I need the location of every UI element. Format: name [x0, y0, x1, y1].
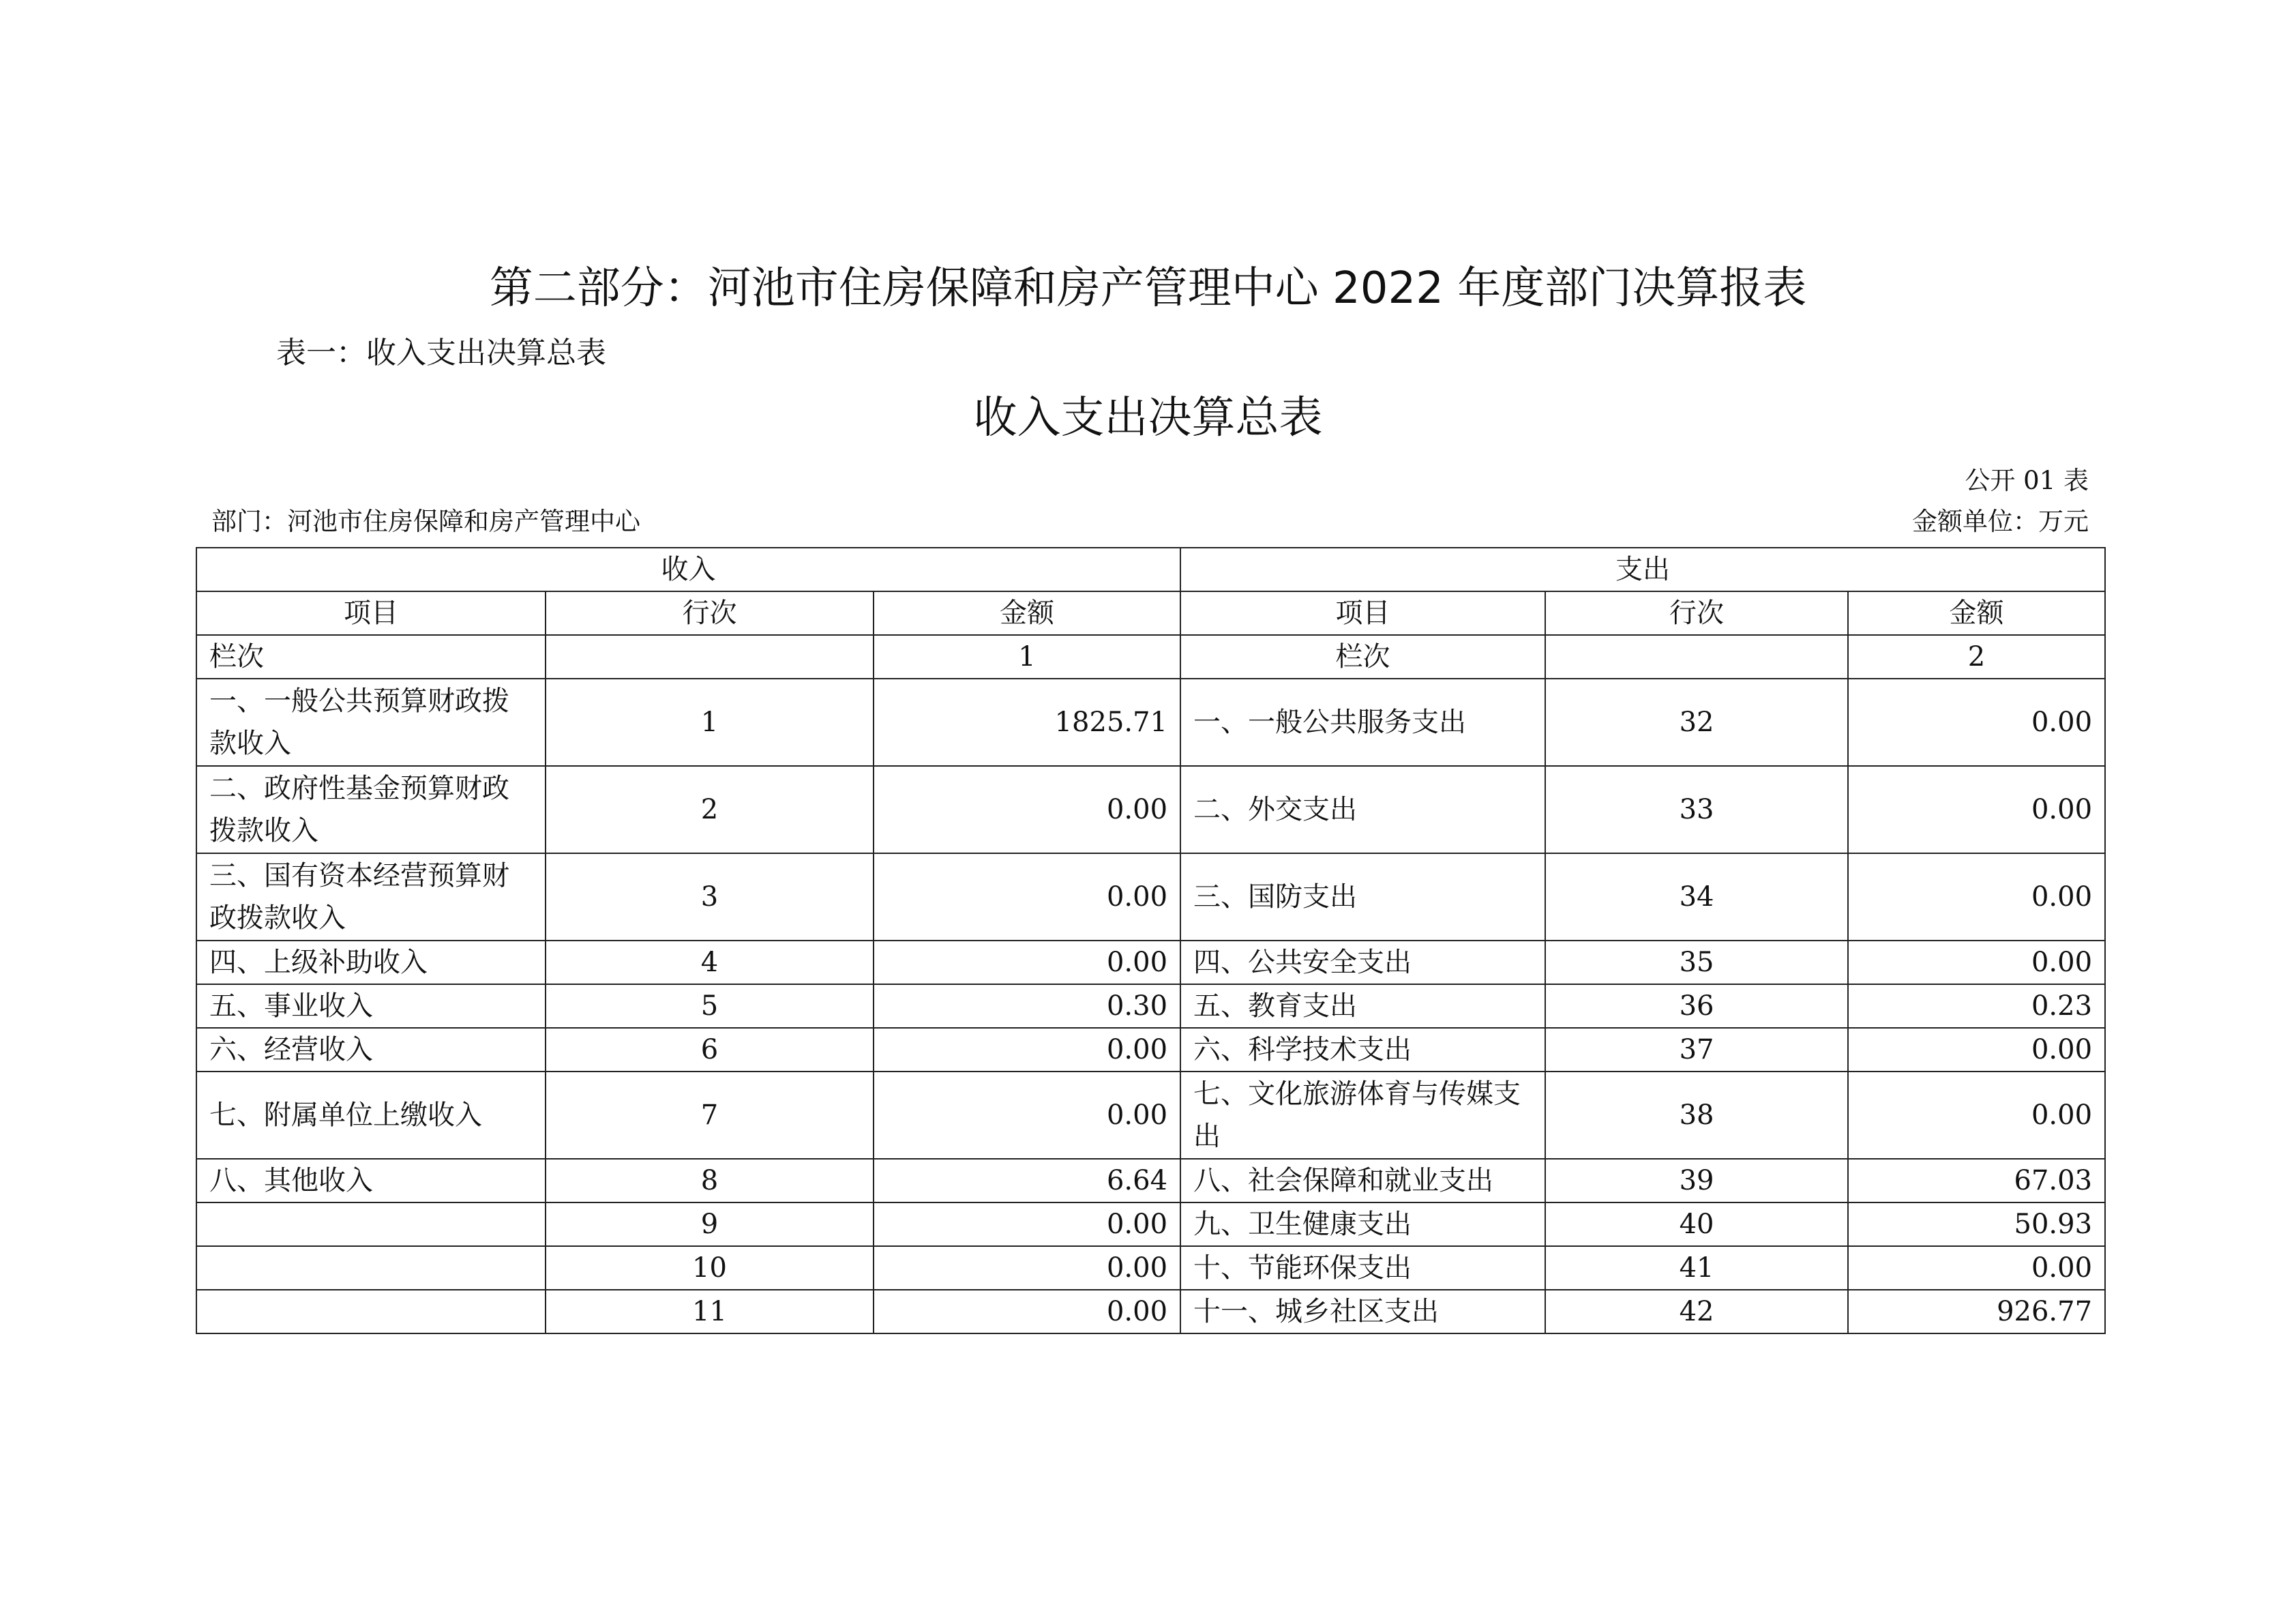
table-row: [196, 853, 2105, 941]
expense-index-label: 栏次: [1180, 635, 1545, 679]
expense-amount-cell: 0.00: [1848, 766, 2105, 853]
income-item-cell: 五、事业收入: [196, 984, 546, 1028]
expense-item-header: 项目: [1180, 591, 1545, 635]
income-item-cell: [196, 1290, 546, 1333]
expense-line-cell: 32: [1545, 679, 1848, 766]
income-item-cell: 八、其他收入: [196, 1159, 546, 1202]
income-line-header: 行次: [546, 591, 874, 635]
table-subtitle: 表一：收入支出决算总表: [276, 336, 606, 370]
expense-item-cell: 九、卫生健康支出: [1180, 1202, 1545, 1246]
expense-item-cell: 一、一般公共服务支出: [1180, 679, 1545, 766]
amount-unit-label: 金额单位：万元: [1912, 507, 2089, 536]
income-line-cell: 1: [546, 679, 874, 766]
group-header-row: [196, 548, 2105, 591]
column-header-row: [196, 591, 2105, 635]
expense-item-cell: 十一、城乡社区支出: [1180, 1290, 1545, 1333]
income-line-cell: 7: [546, 1072, 874, 1159]
income-line-cell: 4: [546, 941, 874, 984]
income-amount-cell: 0.00: [874, 1028, 1180, 1072]
expense-line-cell: 42: [1545, 1290, 1848, 1333]
expense-group-header: 支出: [1180, 548, 2105, 591]
table-row: [196, 1159, 2105, 1202]
income-item-cell: 四、上级补助收入: [196, 941, 546, 984]
expense-amount-cell: 926.77: [1848, 1290, 2105, 1333]
income-amount-header: 金额: [874, 591, 1180, 635]
expense-amount-cell: 67.03: [1848, 1159, 2105, 1202]
income-item-cell: [196, 1246, 546, 1290]
expense-amount-cell: 0.00: [1848, 853, 2105, 941]
table-row: [196, 1028, 2105, 1072]
income-amount-cell: 0.00: [874, 1246, 1180, 1290]
expense-amount-cell: 50.93: [1848, 1202, 2105, 1246]
table-row: [196, 1246, 2105, 1290]
income-item-cell: 二、政府性基金预算财政拨款收入: [196, 766, 546, 853]
table-row: [196, 766, 2105, 853]
expense-amount-cell: 0.00: [1848, 1072, 2105, 1159]
expense-line-cell: 34: [1545, 853, 1848, 941]
expense-line-cell: 38: [1545, 1072, 1848, 1159]
expense-item-cell: 七、文化旅游体育与传媒支出: [1180, 1072, 1545, 1159]
income-item-cell: 三、国有资本经营预算财政拨款收入: [196, 853, 546, 941]
income-index-amount: 1: [874, 635, 1180, 679]
table-row: [196, 1072, 2105, 1159]
income-item-cell: [196, 1202, 546, 1246]
income-line-cell: 11: [546, 1290, 874, 1333]
expense-line-cell: 33: [1545, 766, 1848, 853]
table-row: [196, 1290, 2105, 1333]
expense-item-cell: 三、国防支出: [1180, 853, 1545, 941]
expense-line-cell: 36: [1545, 984, 1848, 1028]
income-amount-cell: 0.00: [874, 1202, 1180, 1246]
income-amount-cell: 0.00: [874, 1290, 1180, 1333]
income-amount-cell: 0.00: [874, 853, 1180, 941]
expense-amount-cell: 0.23: [1848, 984, 2105, 1028]
income-amount-cell: 0.00: [874, 1072, 1180, 1159]
index-row: [196, 635, 2105, 679]
income-line-cell: 9: [546, 1202, 874, 1246]
income-expense-table: [196, 547, 2106, 1334]
table-row: [196, 941, 2105, 984]
part-title: 第二部分：河池市住房保障和房产管理中心 2022 年度部门决算报表: [489, 263, 1807, 314]
income-item-cell: 七、附属单位上缴收入: [196, 1072, 546, 1159]
income-amount-cell: 6.64: [874, 1159, 1180, 1202]
expense-index-amount: 2: [1848, 635, 2105, 679]
table-body: [196, 548, 2105, 1333]
expense-amount-cell: 0.00: [1848, 1028, 2105, 1072]
expense-amount-cell: 0.00: [1848, 1246, 2105, 1290]
income-index-label: 栏次: [196, 635, 546, 679]
form-code: 公开 01 表: [1965, 466, 2089, 495]
income-line-cell: 5: [546, 984, 874, 1028]
department-label: 部门：河池市住房保障和房产管理中心: [211, 507, 640, 536]
expense-line-cell: 41: [1545, 1246, 1848, 1290]
expense-item-cell: 四、公共安全支出: [1180, 941, 1545, 984]
income-amount-cell: 0.00: [874, 766, 1180, 853]
income-line-cell: 6: [546, 1028, 874, 1072]
table-row: [196, 984, 2105, 1028]
expense-amount-cell: 0.00: [1848, 941, 2105, 984]
income-index-line: [546, 635, 874, 679]
expense-item-cell: 六、科学技术支出: [1180, 1028, 1545, 1072]
table-row: [196, 679, 2105, 766]
expense-amount-cell: 0.00: [1848, 679, 2105, 766]
expense-amount-header: 金额: [1848, 591, 2105, 635]
expense-index-line: [1545, 635, 1848, 679]
expense-line-cell: 37: [1545, 1028, 1848, 1072]
expense-line-cell: 35: [1545, 941, 1848, 984]
income-line-cell: 10: [546, 1246, 874, 1290]
income-amount-cell: 0.30: [874, 984, 1180, 1028]
income-item-cell: 一、一般公共预算财政拨款收入: [196, 679, 546, 766]
income-line-cell: 3: [546, 853, 874, 941]
expense-item-cell: 五、教育支出: [1180, 984, 1545, 1028]
expense-item-cell: 十、节能环保支出: [1180, 1246, 1545, 1290]
income-group-header: 收入: [196, 548, 1180, 591]
income-line-cell: 8: [546, 1159, 874, 1202]
table-row: [196, 1202, 2105, 1246]
income-amount-cell: 0.00: [874, 941, 1180, 984]
income-amount-cell: 1825.71: [874, 679, 1180, 766]
expense-line-cell: 40: [1545, 1202, 1848, 1246]
expense-line-cell: 39: [1545, 1159, 1848, 1202]
income-item-cell: 六、经营收入: [196, 1028, 546, 1072]
income-line-cell: 2: [546, 766, 874, 853]
expense-item-cell: 八、社会保障和就业支出: [1180, 1159, 1545, 1202]
expense-line-header: 行次: [1545, 591, 1848, 635]
table-title: 收入支出决算总表: [973, 393, 1323, 443]
income-item-header: 项目: [196, 591, 546, 635]
expense-item-cell: 二、外交支出: [1180, 766, 1545, 853]
